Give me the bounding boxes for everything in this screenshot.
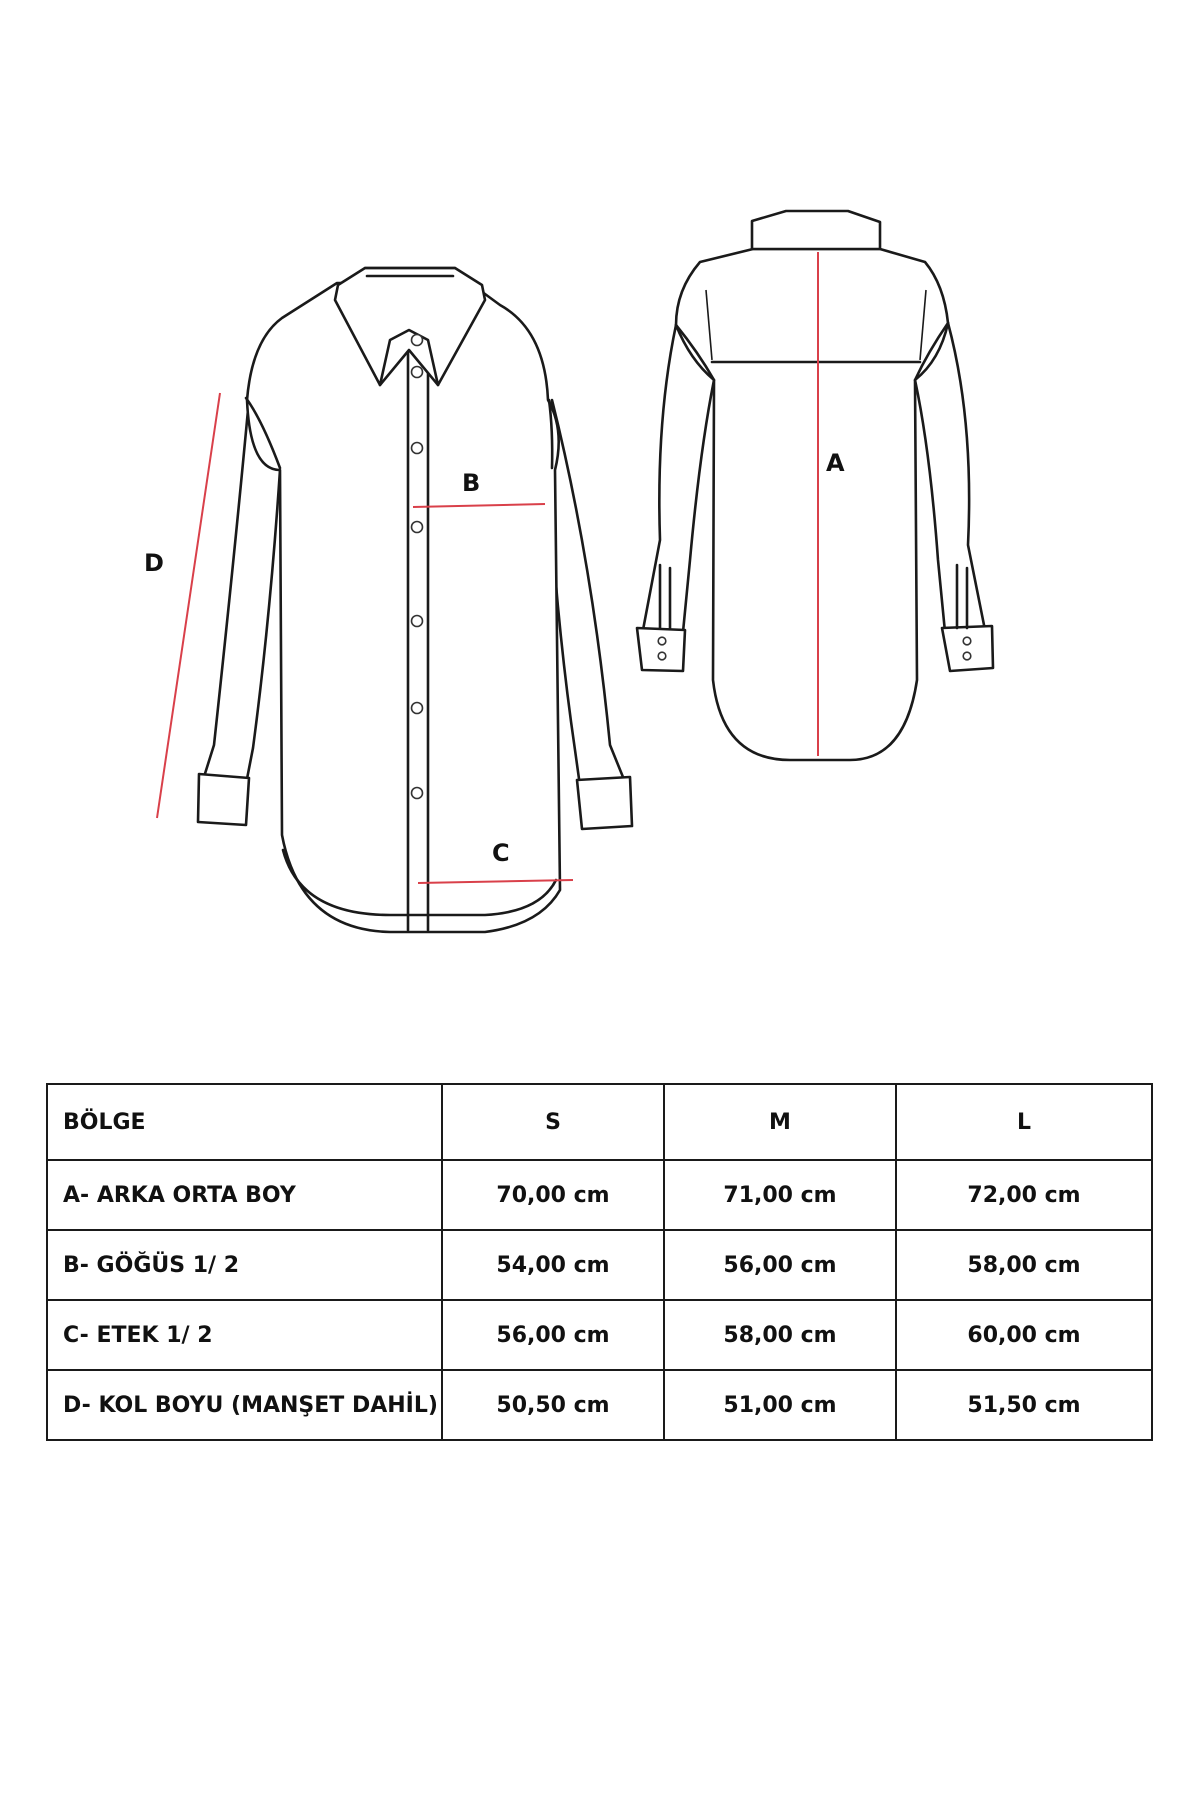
cuff-button: [963, 637, 971, 645]
button: [412, 616, 423, 627]
header-size-s: S: [442, 1084, 664, 1160]
cell-size-s: 50,50 cm: [442, 1370, 664, 1440]
row-region: B- GÖĞÜS 1/ 2: [47, 1230, 442, 1300]
back-right-cuff: [942, 626, 993, 671]
front-right-cuff: [577, 777, 632, 829]
label-B: B: [462, 469, 481, 497]
cell-size-s: 56,00 cm: [442, 1300, 664, 1370]
cell-size-m: 71,00 cm: [664, 1160, 896, 1230]
cell-size-l: 72,00 cm: [896, 1160, 1152, 1230]
header-size-l: L: [896, 1084, 1152, 1160]
button: [412, 335, 423, 346]
cell-size-m: 51,00 cm: [664, 1370, 896, 1440]
front-body: [247, 283, 560, 932]
row-region: D- KOL BOYU (MANŞET DAHİL): [47, 1370, 442, 1440]
header-size-m: M: [664, 1084, 896, 1160]
back-collar: [752, 211, 880, 249]
table-row: [47, 1230, 1152, 1300]
button: [412, 443, 423, 454]
label-C: C: [492, 839, 510, 867]
front-right-sleeve: [548, 400, 625, 786]
cell-size-s: 70,00 cm: [442, 1160, 664, 1230]
label-A: A: [826, 449, 845, 477]
size-table-header-row: [47, 1084, 1152, 1160]
front-left-cuff: [198, 774, 249, 825]
button: [412, 703, 423, 714]
cell-size-s: 54,00 cm: [442, 1230, 664, 1300]
button: [412, 522, 423, 533]
cell-size-l: 60,00 cm: [896, 1300, 1152, 1370]
back-left-cuff: [637, 628, 685, 671]
button: [412, 788, 423, 799]
cell-size-l: 58,00 cm: [896, 1230, 1152, 1300]
cell-size-m: 56,00 cm: [664, 1230, 896, 1300]
table-row: [47, 1160, 1152, 1230]
front-view: [144, 268, 632, 932]
cell-size-m: 58,00 cm: [664, 1300, 896, 1370]
back-view: [637, 211, 993, 760]
size-table: [46, 1083, 1153, 1441]
button: [412, 367, 423, 378]
back-body: [676, 249, 948, 760]
row-region: C- ETEK 1/ 2: [47, 1300, 442, 1370]
row-region: A- ARKA ORTA BOY: [47, 1160, 442, 1230]
cuff-button: [658, 652, 666, 660]
table-row: [47, 1300, 1152, 1370]
header-region: BÖLGE: [47, 1084, 442, 1160]
cuff-button: [963, 652, 971, 660]
cuff-button: [658, 637, 666, 645]
label-D: D: [144, 549, 164, 577]
cell-size-l: 51,50 cm: [896, 1370, 1152, 1440]
table-row: [47, 1370, 1152, 1440]
